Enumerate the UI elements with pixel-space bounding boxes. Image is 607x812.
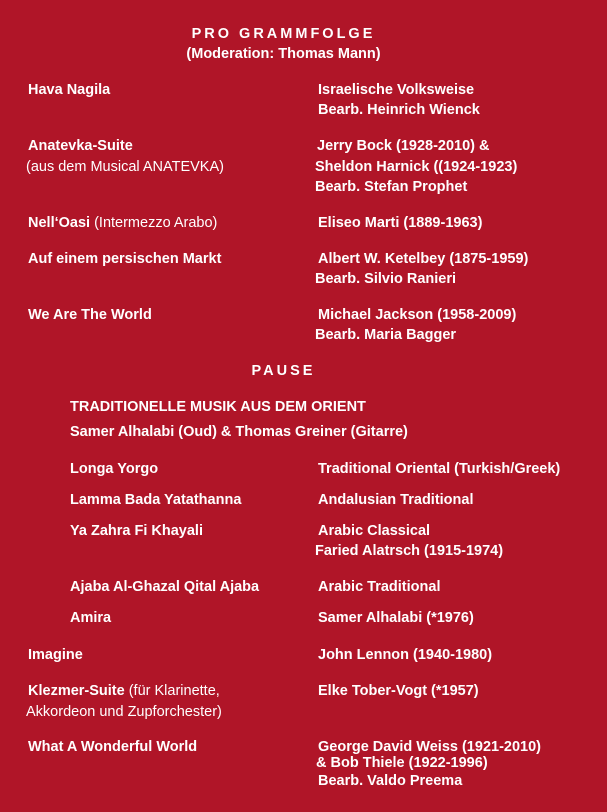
piece-title: Nell‘Oasi (Intermezzo Arabo) bbox=[28, 215, 218, 231]
piece-title: What A Wonderful World bbox=[28, 739, 198, 755]
composer-line: John Lennon (1940-1980) bbox=[318, 647, 493, 663]
performers-line: Samer Alhalabi (Oud) & Thomas Greiner (Gitarre) bbox=[70, 424, 408, 440]
composer-line: Israelische Volksweise bbox=[318, 82, 475, 98]
piece-subtitle: (Intermezzo Arabo) bbox=[90, 215, 218, 231]
piece-title: Amira bbox=[70, 610, 112, 626]
composer-line: Jerry Bock (1928-2010) & bbox=[317, 138, 490, 154]
piece-title: Imagine bbox=[28, 647, 83, 663]
piece-note: Akkordeon und Zupforchester) bbox=[26, 704, 222, 720]
piece-title: Lamma Bada Yatathanna bbox=[70, 492, 242, 508]
section-heading: TRADITIONELLE MUSIK AUS DEM ORIENT bbox=[70, 399, 366, 415]
composer-line: Samer Alhalabi (*1976) bbox=[318, 610, 474, 626]
piece-title: Longa Yorgo bbox=[70, 461, 159, 477]
piece-title: Ya Zahra Fi Khayali bbox=[70, 523, 203, 539]
piece-title: Klezmer-Suite (für Klarinette, bbox=[28, 683, 220, 699]
arranger-line: Bearb. Stefan Prophet bbox=[315, 179, 468, 195]
composer-line: Albert W. Ketelbey (1875-1959) bbox=[318, 251, 529, 267]
piece-subtitle: (für Klarinette, bbox=[124, 683, 220, 699]
composer-line: Arabic Traditional bbox=[318, 579, 441, 595]
piece-note: (aus dem Musical ANATEVKA) bbox=[26, 159, 224, 175]
piece-title: Ajaba Al-Ghazal Qital Ajaba bbox=[70, 579, 260, 595]
piece-title: We Are The World bbox=[28, 307, 152, 323]
composer-line: George David Weiss (1921-2010) bbox=[318, 739, 541, 755]
page-title: PRO GRAMMFOLGE bbox=[191, 26, 376, 42]
composer-line: Faried Alatrsch (1915-1974) bbox=[315, 543, 504, 559]
composer-line: Eliseo Marti (1889-1963) bbox=[318, 215, 483, 231]
piece-title: Anatevka-Suite bbox=[28, 138, 133, 154]
page-subtitle: (Moderation: Thomas Mann) bbox=[186, 46, 381, 62]
composer-line: & Bob Thiele (1922-1996) bbox=[316, 755, 488, 771]
composer-line: Michael Jackson (1958-2009) bbox=[318, 307, 517, 323]
arranger-line: Bearb. Silvio Ranieri bbox=[315, 271, 457, 287]
arranger-line: Bearb. Maria Bagger bbox=[315, 327, 457, 343]
pause-heading: PAUSE bbox=[251, 363, 316, 379]
composer-line: Arabic Classical bbox=[318, 523, 431, 539]
composer-line: Andalusian Traditional bbox=[318, 492, 474, 508]
arranger-line: Bearb. Valdo Preema bbox=[318, 773, 463, 789]
arranger-line: Bearb. Heinrich Wienck bbox=[318, 102, 480, 118]
piece-title: Auf einem persischen Markt bbox=[28, 251, 222, 267]
composer-line: Sheldon Harnick ((1924-1923) bbox=[315, 159, 518, 175]
piece-title: Hava Nagila bbox=[28, 82, 111, 98]
composer-line: Traditional Oriental (Turkish/Greek) bbox=[318, 461, 561, 477]
composer-line: Elke Tober-Vogt (*1957) bbox=[318, 683, 479, 699]
